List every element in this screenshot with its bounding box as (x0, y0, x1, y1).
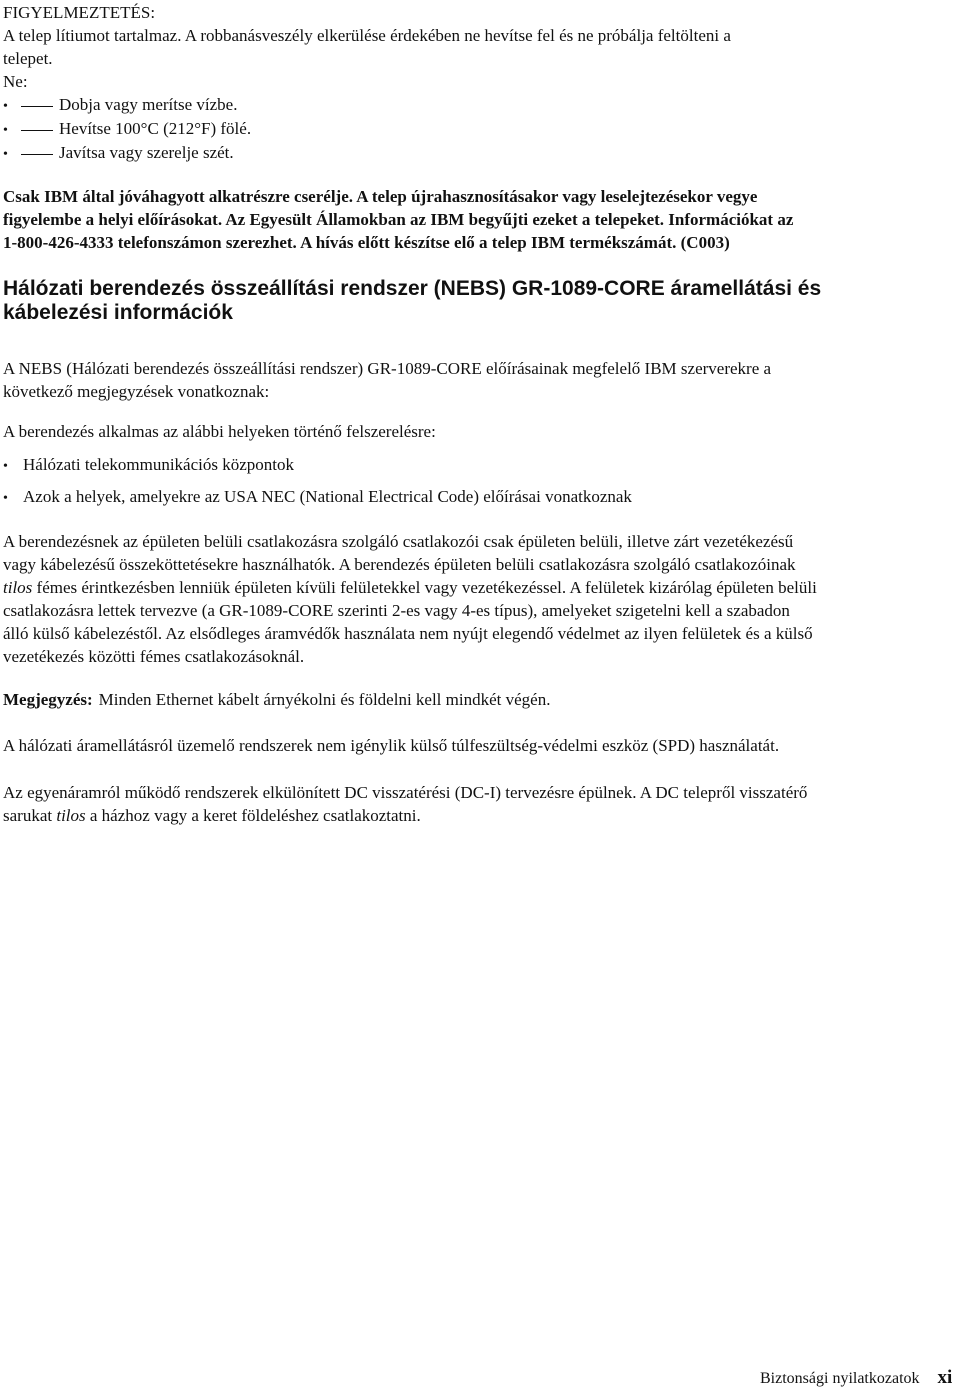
bullet-icon: • (3, 491, 8, 506)
paragraph-connectors (3, 530, 955, 668)
bullet-icon: • (3, 459, 8, 474)
p3-line-4: csatlakozásra lettek tervezve (a GR-1089-CORE szerinti 2-es vagy 4-es típus), amelyeket szigetelni kell a szabadon (3, 601, 790, 620)
page-footer (760, 1366, 958, 1390)
list-item-text: Azok a helyek, amelyekre az USA NEC (National Electrical Code) előírásai vonatkoznak (23, 487, 632, 506)
page-number: xi (937, 1367, 953, 1388)
ne-item-text: Hevítse 100°C (212°F) fölé. (59, 119, 252, 138)
paragraph-spd: A hálózati áramellátásról üzemelő rendszerek nem igénylik külső túlfeszültség-védelmi eszköz (SPD) használatát. (3, 736, 780, 755)
paragraph-nebs-intro (3, 357, 955, 403)
note-label: Megjegyzés: (3, 690, 93, 709)
paragraph-dc-return (3, 781, 955, 827)
warning-title: FIGYELMEZTETÉS: (3, 3, 156, 22)
ne-list-item (3, 117, 955, 141)
bold-line-1: Csak IBM által jóváhagyott alkatrészre cserélje. A telep újrahasznosításakor vagy leselejtezésekor vegye (3, 187, 758, 206)
bullet-icon: • (3, 147, 8, 162)
heading-line-1: Hálózati berendezés összeállítási rendszer (NEBS) GR-1089-CORE áramellátási és (3, 277, 822, 300)
checkbox-blank-line (21, 130, 53, 131)
p3-italic-word: tilos (3, 578, 33, 597)
ne-list-item (3, 141, 955, 165)
ne-item-text: Javítsa vagy szerelje szét. (59, 143, 234, 162)
ne-label: Ne: (3, 72, 28, 91)
p6-italic-word: tilos (56, 806, 86, 825)
p6-line-2-rest: a házhoz vagy a keret földeléshez csatlakoztatni. (85, 806, 421, 825)
note-text: Minden Ethernet kábelt árnyékolni és földelni kell mindkét végén. (98, 690, 551, 709)
p3-line-5: álló külső kábelezéstől. Az elsődleges áramvédők használata nem nyújt elegendő védelmet az ilyen felületek és a külső (3, 624, 813, 643)
bullet-icon: • (3, 123, 8, 138)
list-item (3, 453, 955, 478)
battery-replacement-info (3, 185, 955, 254)
section-heading (3, 277, 955, 325)
p6-line-2 (3, 804, 955, 827)
checkbox-blank-line (21, 154, 53, 155)
p3-line-3-rest: fémes érintkezésben lenniük épületen kívüli felületekkel vagy vezetékezéssel. A felületek kizárólag épületen belüli (32, 578, 817, 597)
p1-line-1: A NEBS (Hálózati berendezés összeállítási rendszer) GR-1089-CORE előírásainak megfelelő IBM szerverekre a (3, 359, 772, 378)
battery-warning (3, 1, 955, 254)
bold-line-2: figyelembe a helyi előírásokat. Az Egyesült Államokban az IBM begyűjti ezeket a telepeket. Információkat az (3, 210, 794, 229)
ne-list (3, 93, 955, 165)
p1-line-2: következő megjegyzések vonatkoznak: (3, 382, 270, 401)
bold-line-3-text: 1-800-426-4333 telefonszámon szerezhet. A hívás előtt készítse elő a telep IBM termékszámát. (3, 233, 677, 252)
installation-locations-list (3, 453, 955, 510)
p3-line-3 (3, 576, 955, 599)
warning-code: (C003) (680, 233, 730, 252)
list-item (3, 485, 955, 510)
warning-line-1: A telep lítiumot tartalmaz. A robbanásveszély elkerülése érdekében ne hevítse fel és ne próbálja feltölteni a (3, 26, 731, 45)
document-page (3, 0, 955, 827)
p6-line-2-start: sarukat (3, 806, 57, 825)
p3-line-1: A berendezésnek az épületen belüli csatlakozásra szolgáló csatlakozói csak épületen belüli, illetve zárt vezetékezésű (3, 532, 794, 551)
footer-section-title: Biztonsági nyilatkozatok (760, 1370, 920, 1387)
p3-line-6: vezetékezés közötti fémes csatlakozásoknál. (3, 647, 305, 666)
ne-list-item (3, 93, 955, 117)
ne-item-text: Dobja vagy merítse vízbe. (59, 95, 238, 114)
p3-line-2: vagy kábelezésű összeköttetésekre használhatók. A berendezés épületen belüli csatlakozásra szolgáló csatlakozóinak (3, 555, 796, 574)
note (3, 688, 955, 711)
warning-line-2: telepet. (3, 49, 53, 68)
bullet-icon: • (3, 99, 8, 114)
heading-line-2: kábelezési információk (3, 301, 233, 324)
paragraph-installation: A berendezés alkalmas az alábbi helyeken történő felszerelésre: (3, 422, 436, 441)
bold-line-3 (3, 231, 955, 254)
p6-line-1: Az egyenáramról működő rendszerek elkülönített DC visszatérési (DC-I) tervezésre épülnek. A DC telepről visszatérő (3, 783, 808, 802)
checkbox-blank-line (21, 106, 53, 107)
list-item-text: Hálózati telekommunikációs központok (23, 455, 294, 474)
